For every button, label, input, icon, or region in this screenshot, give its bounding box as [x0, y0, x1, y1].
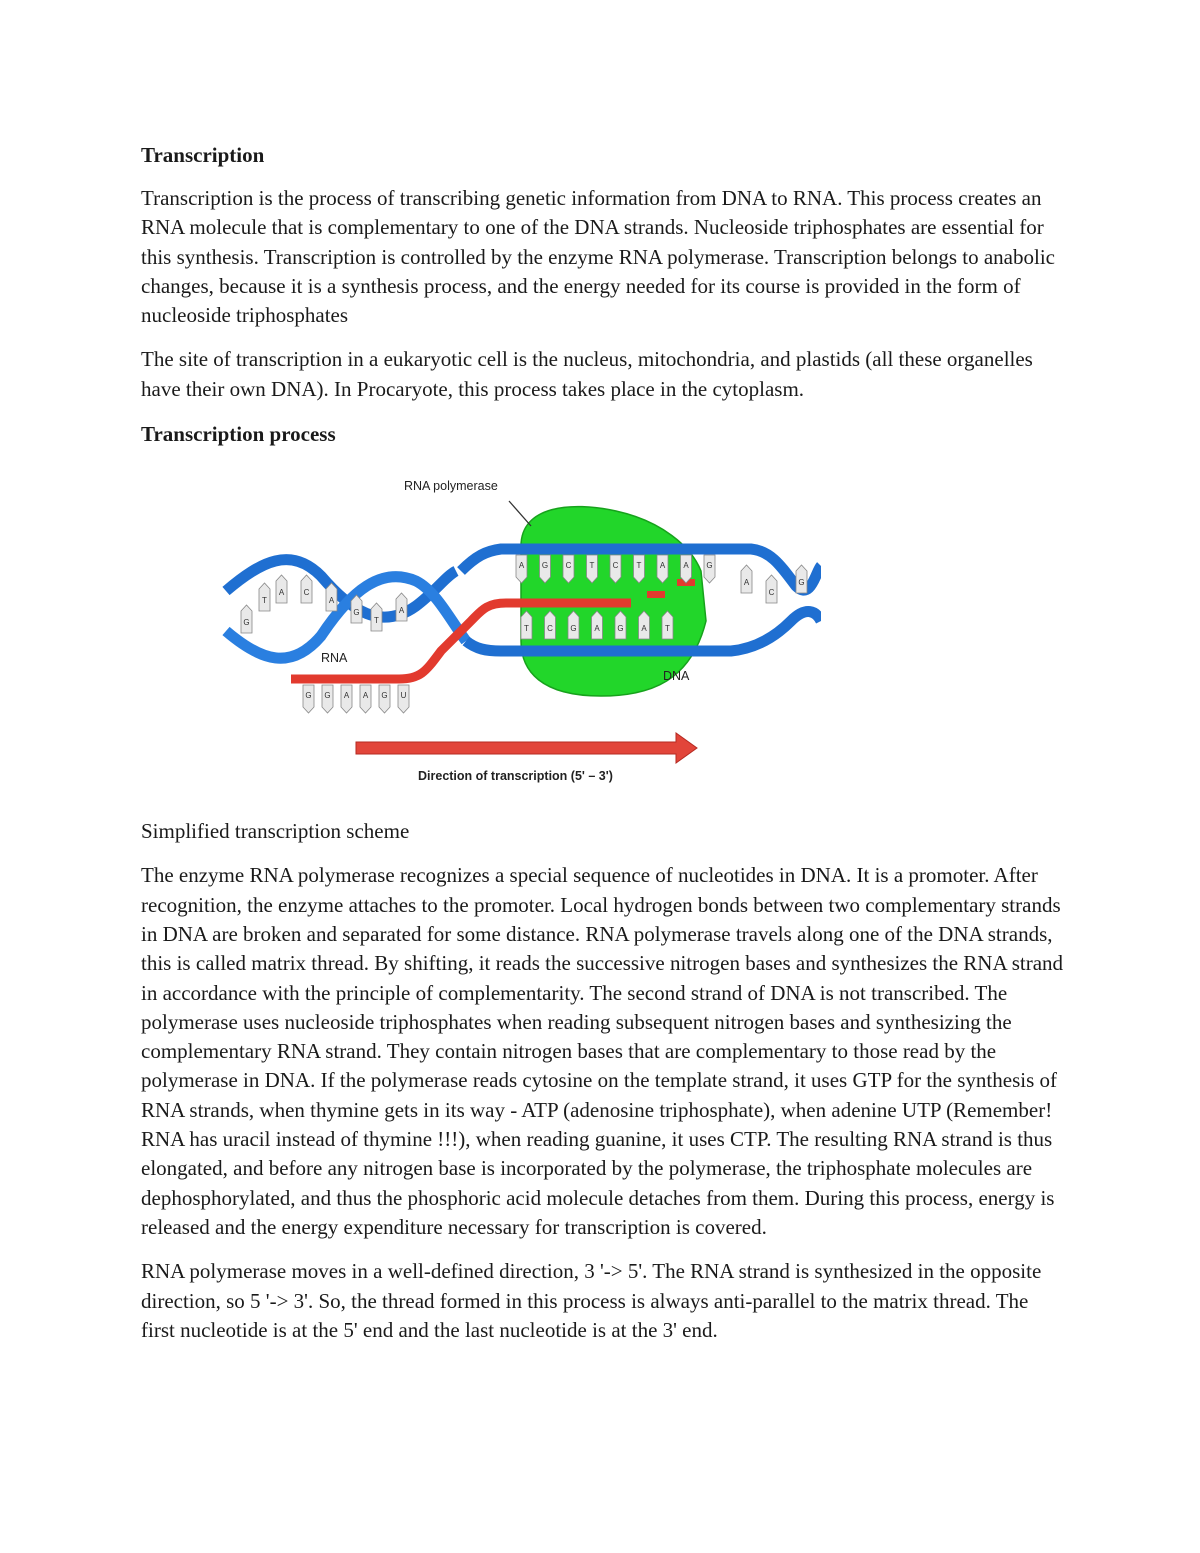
- rna-base: [322, 685, 333, 713]
- svg-text:A: A: [518, 561, 525, 571]
- dna-top-base: [587, 555, 598, 583]
- svg-text:C: C: [768, 588, 775, 598]
- svg-text:A: A: [659, 561, 666, 571]
- dna-helix-base: [301, 575, 312, 603]
- rna-base: [379, 685, 390, 713]
- svg-text:U: U: [400, 691, 407, 701]
- svg-text:A: A: [594, 624, 600, 634]
- dna-top-base: [516, 555, 527, 583]
- svg-text:G: G: [324, 691, 331, 701]
- dna-top-base: [657, 555, 668, 583]
- figure-caption: Simplified transcription scheme: [141, 819, 410, 844]
- dna-helix-base: [796, 565, 807, 593]
- dna-helix-base: [741, 565, 752, 593]
- svg-text:G: G: [381, 691, 388, 701]
- dna-top-base: [563, 555, 574, 583]
- dna-top-base: [610, 555, 621, 583]
- svg-text:A: A: [362, 691, 369, 701]
- svg-text:T: T: [636, 561, 642, 571]
- dna-top-base: [704, 555, 715, 583]
- svg-text:G: G: [798, 578, 805, 588]
- dna-bottom-base: [639, 611, 650, 639]
- polymerase-pointer: [509, 501, 531, 526]
- label-rna-polymerase: RNA polymerase: [404, 479, 498, 494]
- dna-bottom-base: [568, 611, 579, 639]
- svg-text:G: G: [570, 624, 577, 634]
- svg-text:T: T: [589, 561, 595, 571]
- transcription-diagram: [221, 471, 821, 801]
- svg-text:G: G: [541, 561, 549, 571]
- label-rna: RNA: [321, 651, 348, 666]
- dna-bottom-base: [662, 611, 673, 639]
- svg-text:A: A: [683, 561, 689, 571]
- svg-text:C: C: [547, 624, 553, 634]
- svg-text:T: T: [262, 596, 267, 606]
- rna-base: [360, 685, 371, 713]
- dna-helix-base: [259, 583, 270, 611]
- svg-text:T: T: [665, 624, 670, 634]
- dna-top-base: [681, 555, 692, 583]
- heading-transcription: Transcription: [141, 143, 265, 167]
- svg-text:A: A: [278, 588, 285, 598]
- svg-text:A: A: [328, 596, 335, 606]
- svg-text:G: G: [243, 618, 250, 628]
- label-dna: DNA: [663, 669, 690, 684]
- dna-helix-base: [241, 605, 252, 633]
- heading-transcription-process: Transcription process: [141, 422, 336, 447]
- svg-text:G: G: [353, 608, 360, 618]
- dna-helix-base: [396, 593, 407, 621]
- paragraph-direction: RNA polymerase moves in a well-defined direction, 3 '-> 5'. The RNA strand is synthesized in the opposite direction, so 5 '-> 3'. So, the thread formed in this process is always anti-parallel to the matrix thread. The first nucleotide is at the 5' end and the last nucleotide is at the 3' end.: [141, 1259, 1042, 1342]
- svg-text:G: G: [617, 624, 624, 634]
- dna-helix-base: [766, 575, 777, 603]
- label-direction: Direction of transcription (5' – 3'): [418, 769, 613, 784]
- svg-text:A: A: [343, 691, 350, 701]
- dna-bottom-base: [521, 611, 532, 639]
- svg-text:A: A: [398, 606, 405, 616]
- rna-base: [398, 685, 409, 713]
- svg-text:T: T: [524, 624, 529, 634]
- document-page: [141, 140, 1066, 1360]
- dna-helix-base: [276, 575, 287, 603]
- paragraph-mechanism: The enzyme RNA polymerase recognizes a special sequence of nucleotides in DNA. It is a promoter. After recognition, the enzyme attaches to the promoter. Local hydrogen bonds between two complementary strands in DNA are broken and separated for some distance. RNA polymerase travels along one of the DNA strands, this is called matrix thread. By shifting, it reads the successive nitrogen bases and synthesizes the RNA strand in accordance with the principle of complementarity. The second strand of DNA is not transcribed. The polymerase uses nucleoside triphosphates when reading subsequent nitrogen bases and synthesizing the complementary RNA strand. They contain nitrogen bases that are complementary to those read by the polymerase in DNA. If the polymerase reads cytosine on the template strand, it uses GTP for the synthesis of RNA strands, when thymine gets in its way - ATP (adenosine triphosphate), when adenine UTP (Remember! RNA has uracil instead of thymine !!!), when reading guanine, it uses CTP. The resulting RNA strand is thus elongated, and before any nitrogen base is incorporated by the polymerase, the triphosphate molecules are dephosphorylated, and thus the phosphoric acid molecule detaches from them. During this process, energy is released and the energy expenditure necessary for transcription is covered.: [141, 863, 1064, 1239]
- dna-helix-base: [371, 603, 382, 631]
- dna-top-base: [540, 555, 551, 583]
- svg-text:C: C: [565, 561, 572, 571]
- rna-base: [303, 685, 314, 713]
- paragraph-site: The site of transcription in a eukaryotic cell is the nucleus, mitochondria, and plastids (all these organelles have their own DNA). In Procaryote, this process takes place in the cytoplasm.: [141, 347, 1033, 401]
- direction-arrow: [356, 733, 697, 763]
- svg-text:A: A: [641, 624, 647, 634]
- dna-helix-base: [351, 595, 362, 623]
- dna-bottom-base: [545, 611, 556, 639]
- svg-text:A: A: [743, 578, 750, 588]
- dna-bottom-base: [592, 611, 603, 639]
- rna-nucleotide-incoming: [647, 591, 665, 598]
- paragraph-definition: Transcription is the process of transcribing genetic information from DNA to RNA. This process creates an RNA molecule that is complementary to one of the DNA strands. Nucleoside triphosphates are essential for this synthesis. Transcription is controlled by the enzyme RNA polymerase. Transcription belongs to anabolic changes, because it is a synthesis process, and the energy needed for its course is provided in the form of nucleoside triphosphates: [141, 186, 1055, 328]
- svg-text:G: G: [706, 561, 713, 571]
- dna-top-base: [634, 555, 645, 583]
- dna-helix-base: [326, 583, 337, 611]
- dna-bottom-base: [615, 611, 626, 639]
- svg-text:C: C: [612, 561, 619, 571]
- diagram-svg: [221, 471, 821, 801]
- svg-text:G: G: [305, 691, 312, 701]
- svg-text:T: T: [374, 616, 379, 626]
- rna-base: [341, 685, 352, 713]
- svg-text:C: C: [303, 588, 310, 598]
